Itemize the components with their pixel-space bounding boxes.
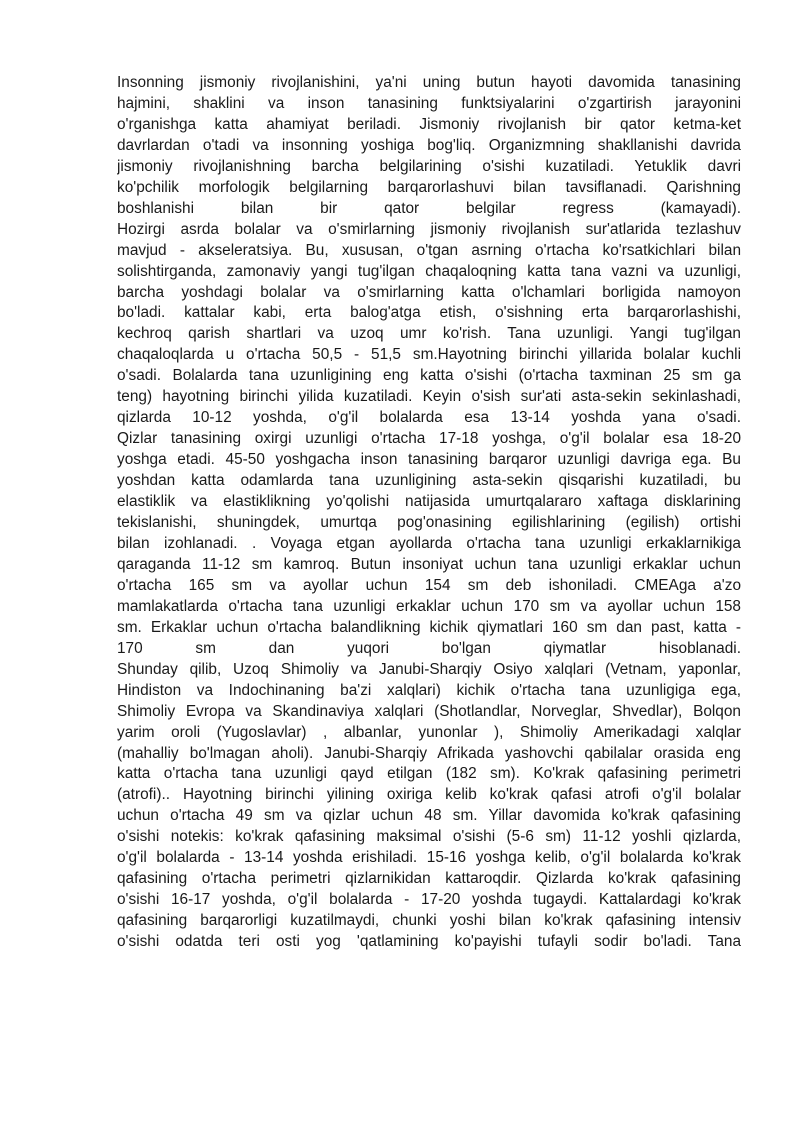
- text-line: o'g'il bolalarda - 13-14 yoshda erishiladi. 15-16 yoshga kelib, o'g'il bolalarda ko'krak: [117, 849, 741, 867]
- text-line: elastiklik va elastiklikning yo'qolishi natijasida umurtqalararo xaftaga disklarining: [117, 493, 741, 511]
- text-line: Insonning jismoniy rivojlanishini, ya'ni uning butun hayoti davomida tanasining: [117, 74, 741, 91]
- text-line: ko'pchilik morfologik belgilarning barqarorlashuvi bilan tavsiflanadi. Qarishning: [117, 178, 741, 196]
- text-line: teng) hayotning birinchi yilida kuzatiladi. Keyin o'sish sur'ati asta-sekin sekinlashadi,: [117, 388, 741, 406]
- text-line: Shimoliy Evropa va Skandinaviya xalqlari (Shotlandlar, Norveglar, Shvedlar), Bolqon: [117, 702, 741, 720]
- text-line: qafasining barqarorligi kuzatilmaydi, chunki yoshi bilan ko'krak qafasining intensiv: [117, 912, 741, 930]
- text-line: yoshga etadi. 45-50 yoshgacha inson tanasining barqaror uzunligi davriga ega. Bu: [117, 451, 741, 469]
- text-line: o'rtacha 165 sm va ayollar uchun 154 sm deb ishoniladi. CMEAga a'zo: [117, 576, 741, 594]
- text-line: o'sishi odatda teri osti yog 'qatlamining ko'payishi tufayli sodir bo'ladi. Tana: [117, 933, 741, 951]
- text-line: kechroq qarish shartlari va uzoq umr ko'rish. Tana uzunligi. Yangi tug'ilgan: [117, 325, 741, 343]
- text-line: Qizlar tanasining oxirgi uzunligi o'rtacha 17-18 yoshga, o'g'il bolalar esa 18-20: [117, 430, 741, 448]
- text-line: qaraganda 11-12 sm kamroq. Butun insoniyat uchun tana uzunligi erkaklar uchun: [117, 555, 741, 573]
- text-line: solishtirganda, zamonaviy yangi tug'ilgan chaqaloqning katta tana vazni va uzunligi,: [117, 262, 741, 280]
- text-line: bo'ladi. kattalar kabi, erta balog'atga etish, o'sishning erta barqarorlashishi,: [117, 304, 741, 322]
- text-line: uchun o'rtacha 49 sm va qizlar uchun 48 sm. Yillar davomida ko'krak qafasining: [117, 807, 741, 825]
- text-line: (mahalliy bo'lmagan aholi). Janubi-Sharqiy Afrikada yashovchi qabilalar orasida eng: [117, 744, 741, 762]
- text-line: (atrofi).. Hayotning birinchi yilining oxiriga kelib ko'krak qafasi atrofi o'g'il bolalar: [117, 786, 741, 804]
- text-line: boshlanishi bilan bir qator belgilar regress (kamayadi).: [117, 199, 741, 217]
- text-line: katta o'rtacha tana uzunligi qayd etilgan (182 sm). Ko'krak qafasining perimetri: [117, 765, 741, 783]
- text-line: yarim oroli (Yugoslavlar) , albanlar, yunonlar ), Shimoliy Amerikadagi xalqlar: [117, 723, 741, 741]
- text-line: jismoniy rivojlanishning barcha belgilarining o'sishi kuzatiladi. Yetuklik davri: [117, 157, 741, 175]
- text-line: o'sishi 16-17 yoshda, o'g'il bolalarda - 17-20 yoshda tugaydi. Kattalardagi ko'krak: [117, 891, 741, 909]
- text-line: sm. Erkaklar uchun o'rtacha balandlikning kichik qiymatlari 160 sm dan past, katta -: [117, 618, 741, 636]
- text-line: mavjud - akseleratsiya. Bu, xususan, o'tgan asrning o'rtacha ko'rsatkichlari bilan: [117, 241, 741, 259]
- text-line: o'sishi notekis: ko'krak qafasining maksimal o'sishi (5-6 sm) 11-12 yoshli qizlarda,: [117, 828, 741, 846]
- text-line: yoshdan katta odamlarda tana uzunligining asta-sekin qisqarishi kuzatiladi, bu: [117, 472, 741, 490]
- body-paragraph: [117, 73, 741, 953]
- text-line: tekislanishi, shuningdek, umurtqa pog'onasining egilishlarining (egilish) ortishi: [117, 514, 741, 532]
- text-line: Hindiston va Indochinaning ba'zi xalqlari) kichik o'rtacha tana uzunligiga ega,: [117, 681, 741, 699]
- text-line: 170 sm dan yuqori bo'lgan qiymatlar hisoblanadi.: [117, 639, 741, 657]
- text-line: qafasining o'rtacha perimetri qizlarnikidan kattaroqdir. Qizlarda ko'krak qafasining: [117, 870, 741, 888]
- text-line: qizlarda 10-12 yoshda, o'g'il bolalarda esa 13-14 yoshda yana o'sadi.: [117, 409, 741, 427]
- text-line: barcha yoshdagi bolalar va o'smirlarning katta o'lchamlari borligida namoyon: [117, 283, 741, 301]
- text-line: hajmini, shaklini va inson tanasining funktsiyalarini o'zgartirish jarayonini: [117, 94, 741, 112]
- text-line: mamlakatlarda o'rtacha tana uzunligi erkaklar uchun 170 sm va ayollar uchun 158: [117, 597, 741, 615]
- text-line: Shunday qilib, Uzoq Shimoliy va Janubi-Sharqiy Osiyo xalqlari (Vetnam, yaponlar,: [117, 660, 741, 678]
- text-line: bilan izohlanadi. . Voyaga etgan ayollarda o'rtacha tana uzunligi erkaklarnikiga: [117, 534, 741, 552]
- text-line: Hozirgi asrda bolalar va o'smirlarning jismoniy rivojlanish sur'atlarida tezlashuv: [117, 220, 741, 238]
- text-line: davrlardan o'tadi va insonning yoshiga bog'liq. Organizmning shakllanishi davrida: [117, 136, 741, 154]
- text-line: chaqaloqlarda u o'rtacha 50,5 - 51,5 sm.Hayotning birinchi yillarida bolalar kuchli: [117, 346, 741, 364]
- text-line: o'rganishga katta ahamiyat beriladi. Jismoniy rivojlanish bir qator ketma-ket: [117, 115, 741, 133]
- text-line: o'sadi. Bolalarda tana uzunligining eng katta o'sishi (o'rtacha taxminan 25 sm ga: [117, 367, 741, 385]
